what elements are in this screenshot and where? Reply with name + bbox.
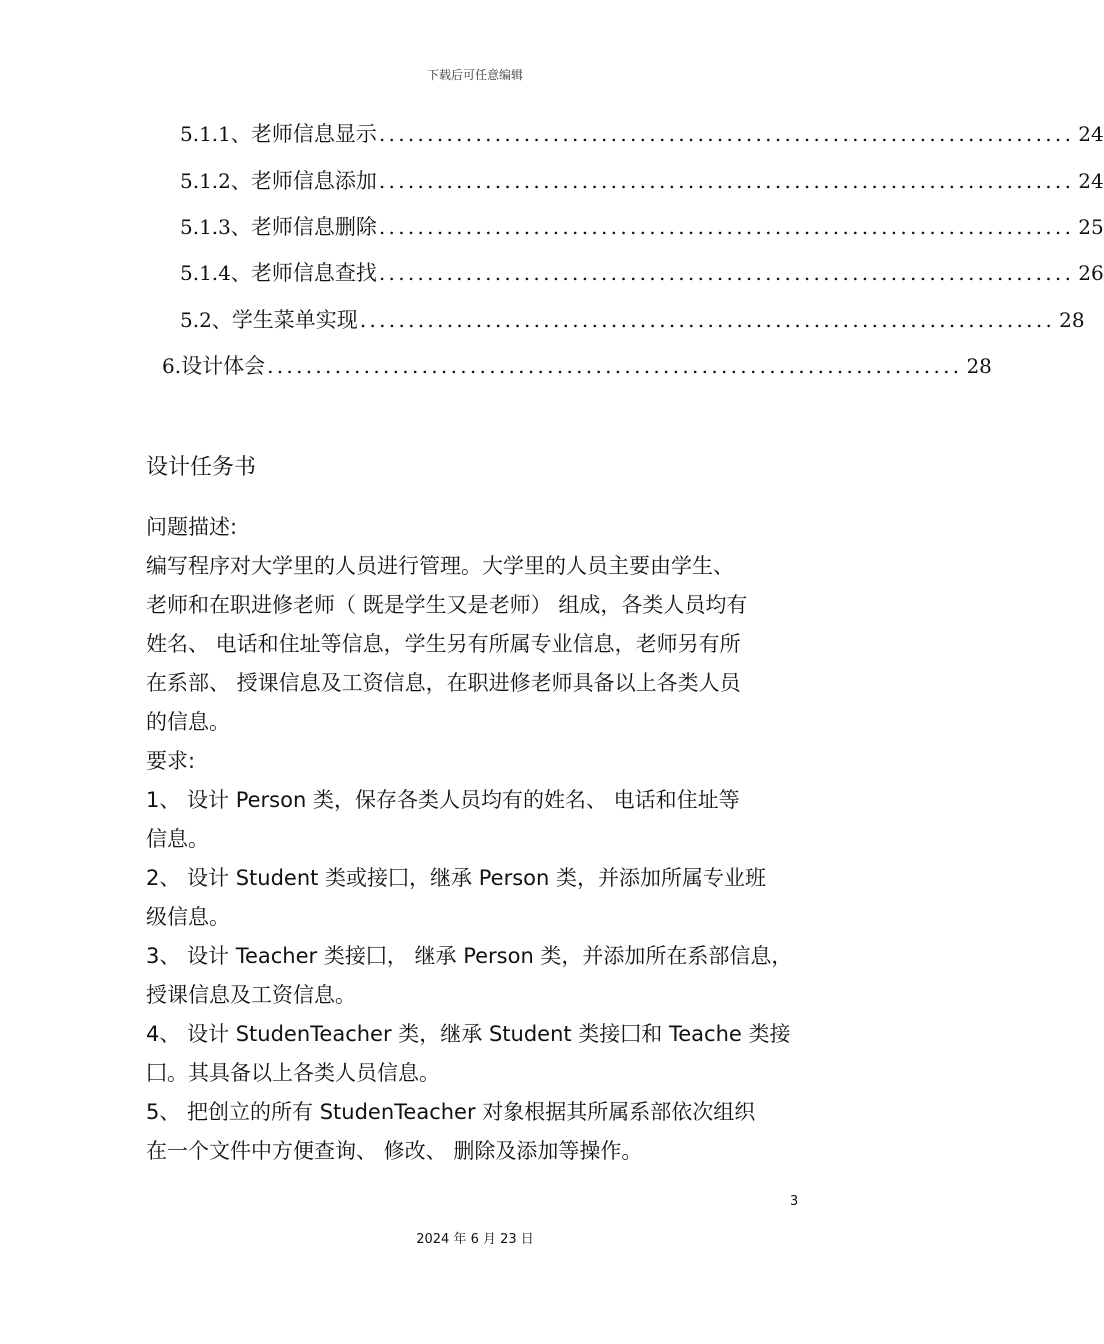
toc-page: 26 — [1078, 261, 1104, 285]
toc-title: 老师信息显示 — [250, 122, 377, 146]
toc-leader: ........................................................................ — [267, 354, 963, 378]
toc-title: 老师信息查找 — [250, 261, 377, 285]
paragraph-line: 的信息。 — [146, 710, 230, 734]
toc-number: 5.2、 — [180, 308, 232, 332]
toc-leader: ........................................................................ — [378, 215, 1075, 239]
footer-date: 2024 年 6 月 23 日 — [416, 1232, 534, 1247]
toc-title: 老师信息删除 — [250, 215, 377, 239]
toc-title: 设计体会 — [181, 354, 266, 378]
paragraph-line: 老师和在职进修老师（ 既是学生又是老师） 组成，各类人员均有 — [146, 593, 748, 617]
requirement-line: 3、 设计 Teacher 类接囗， 继承 Person 类，并添加所在系部信息， — [146, 944, 793, 968]
toc-leader: ........................................................................ — [359, 308, 1056, 332]
paragraph-line: 编写程序对大学里的人员进行管理。大学里的人员主要由学生、 — [146, 554, 734, 578]
task-description — [146, 508, 810, 1171]
toc-page: 28 — [966, 354, 992, 378]
toc-entry[interactable] — [180, 211, 1104, 241]
paragraph-line: 在系部、 授课信息及工资信息，在职进修老师具备以上各类人员 — [146, 671, 741, 695]
requirement-line: 信息。 — [146, 827, 209, 851]
toc-number: 6. — [162, 354, 182, 378]
requirement-line: 1、 设计 Person 类，保存各类人员均有的姓名、 电话和住址等 — [146, 788, 740, 812]
requirement-line: 在一个文件中方便查询、 修改、 删除及添加等操作。 — [146, 1139, 643, 1163]
section-heading: 设计任务书 — [146, 455, 257, 480]
toc-entry[interactable] — [180, 165, 1104, 195]
toc-page: 24 — [1078, 169, 1104, 193]
toc-number: 5.1.3、 — [180, 215, 251, 239]
page-number: 3 — [790, 1194, 799, 1209]
requirement-line: 4、 设计 StudenTeacher 类，继承 Student 类接囗和 Teache 类接 — [146, 1022, 791, 1046]
toc-leader: ........................................................................ — [378, 261, 1075, 285]
requirement-line: 2、 设计 Student 类或接囗，继承 Person 类，并添加所属专业班 — [146, 866, 766, 890]
paragraph-line: 要求: — [146, 749, 196, 773]
toc-entry[interactable] — [180, 118, 1104, 148]
toc-page: 25 — [1078, 215, 1104, 239]
toc-title: 老师信息添加 — [250, 169, 377, 193]
toc-page: 24 — [1078, 122, 1104, 146]
paragraph-line: 问题描述: — [146, 515, 238, 539]
toc-number: 5.1.2、 — [180, 169, 251, 193]
requirement-line: 囗。其具备以上各类人员信息。 — [146, 1061, 440, 1085]
toc-leader: ........................................................................ — [378, 122, 1075, 146]
toc-leader: ........................................................................ — [378, 169, 1075, 193]
toc-number: 5.1.1、 — [180, 122, 251, 146]
toc-title: 学生菜单实现 — [231, 308, 358, 332]
toc-entry[interactable] — [162, 350, 992, 380]
page-header: 下载后可任意编辑 — [426, 68, 523, 82]
paragraph-line: 姓名、 电话和住址等信息，学生另有所属专业信息，老师另有所 — [146, 632, 741, 656]
toc-entry[interactable] — [180, 257, 1104, 287]
requirement-line: 授课信息及工资信息。 — [146, 983, 356, 1007]
toc-entry[interactable] — [180, 304, 1085, 334]
requirement-line: 5、 把创立的所有 StudenTeacher 对象根据其所属系部依次组织 — [146, 1100, 756, 1124]
toc-page: 28 — [1059, 308, 1085, 332]
toc-number: 5.1.4、 — [180, 261, 251, 285]
requirement-line: 级信息。 — [146, 905, 230, 929]
